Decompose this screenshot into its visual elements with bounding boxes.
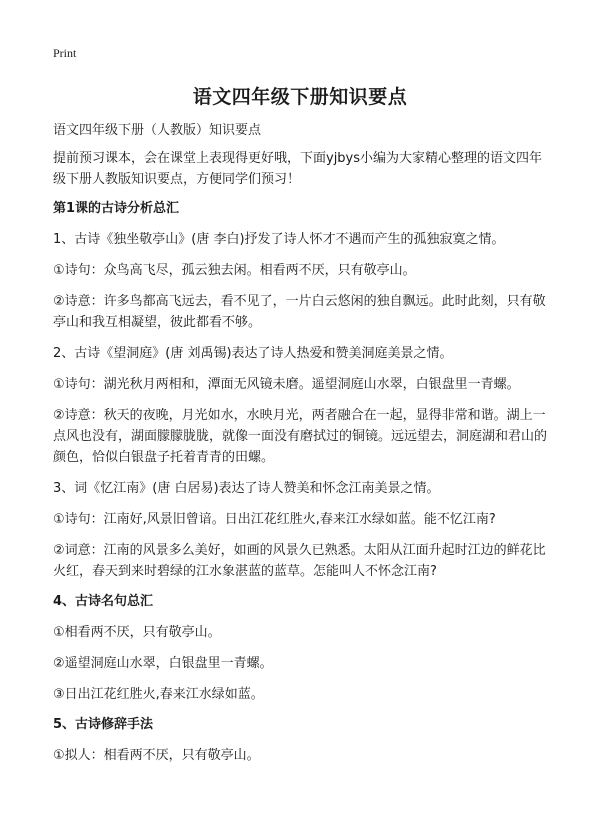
list-item: ③日出江花红胜火,春来江水绿如蓝。 (53, 687, 264, 702)
document-subtitle: 语文四年级下册（人教版）知识要点 (53, 123, 262, 138)
paragraph: 1、古诗《独坐敬亭山》(唐 李白)抒发了诗人怀才不遇而产生的孤独寂寞之情。 (53, 232, 505, 247)
paragraph: ②诗意：许多鸟都高飞远去，看不见了，一片白云悠闲的独自飘远。此时此刻，只有敬亭山和我互相凝望，彼此都看不够。 (53, 294, 546, 330)
paragraph: ①诗句：湖光秋月两相和，潭面无风镜未磨。遥望洞庭山水翠，白银盘里一青螺。 (53, 377, 520, 392)
document-body (53, 120, 550, 776)
section-heading-rhetoric: 5、古诗修辞手法 (53, 717, 154, 732)
page-title: 语文四年级下册知识要点 (192, 86, 408, 108)
paragraph: ①诗句：江南好,风景旧曾谙。日出江花红胜火,春来江水绿如蓝。能不忆江南? (53, 512, 496, 527)
list-item: ②遥望洞庭山水翠，白银盘里一青螺。 (53, 656, 273, 671)
list-item: ①拟人：相看两不厌，只有敬亭山。 (53, 748, 260, 763)
section-heading-poem-analysis: 第1课的古诗分析总汇 (53, 201, 180, 216)
intro-paragraph: 提前预习课本，会在课堂上表现得更好哦，下面yjbys小编为大家精心整理的语文四年级下册人教版知识要点，方便同学们预习！ (53, 151, 543, 187)
paragraph: 3、词《忆江南》(唐 白居易)表达了诗人赞美和怀念江南美景之情。 (53, 481, 440, 496)
paragraph: 2、古诗《望洞庭》(唐 刘禹锡)表达了诗人热爱和赞美洞庭美景之情。 (53, 346, 453, 361)
paragraph: ②诗意：秋天的夜晚，月光如水，水映月光，两者融合在一起，显得非常和谐。湖上一点风也没有，湖面朦朦胧胧，就像一面没有磨拭过的铜镜。远远望去，洞庭湖和君山的颜色，恰似白银盘子托着青青的田螺。 (53, 408, 548, 465)
print-label: Print (53, 46, 77, 60)
paragraph: ①诗句：众鸟高飞尽，孤云独去闲。相看两不厌，只有敬亭山。 (53, 263, 416, 278)
list-item: ①相看两不厌，只有敬亭山。 (53, 625, 221, 640)
section-heading-famous-lines: 4、古诗名句总汇 (53, 594, 154, 609)
paragraph: ②词意：江南的风景多么美好，如画的风景久已熟悉。太阳从江面升起时江边的鲜花比火红，春天到来时碧绿的江水象湛蓝的蓝草。怎能叫人不怀念江南? (53, 543, 546, 579)
